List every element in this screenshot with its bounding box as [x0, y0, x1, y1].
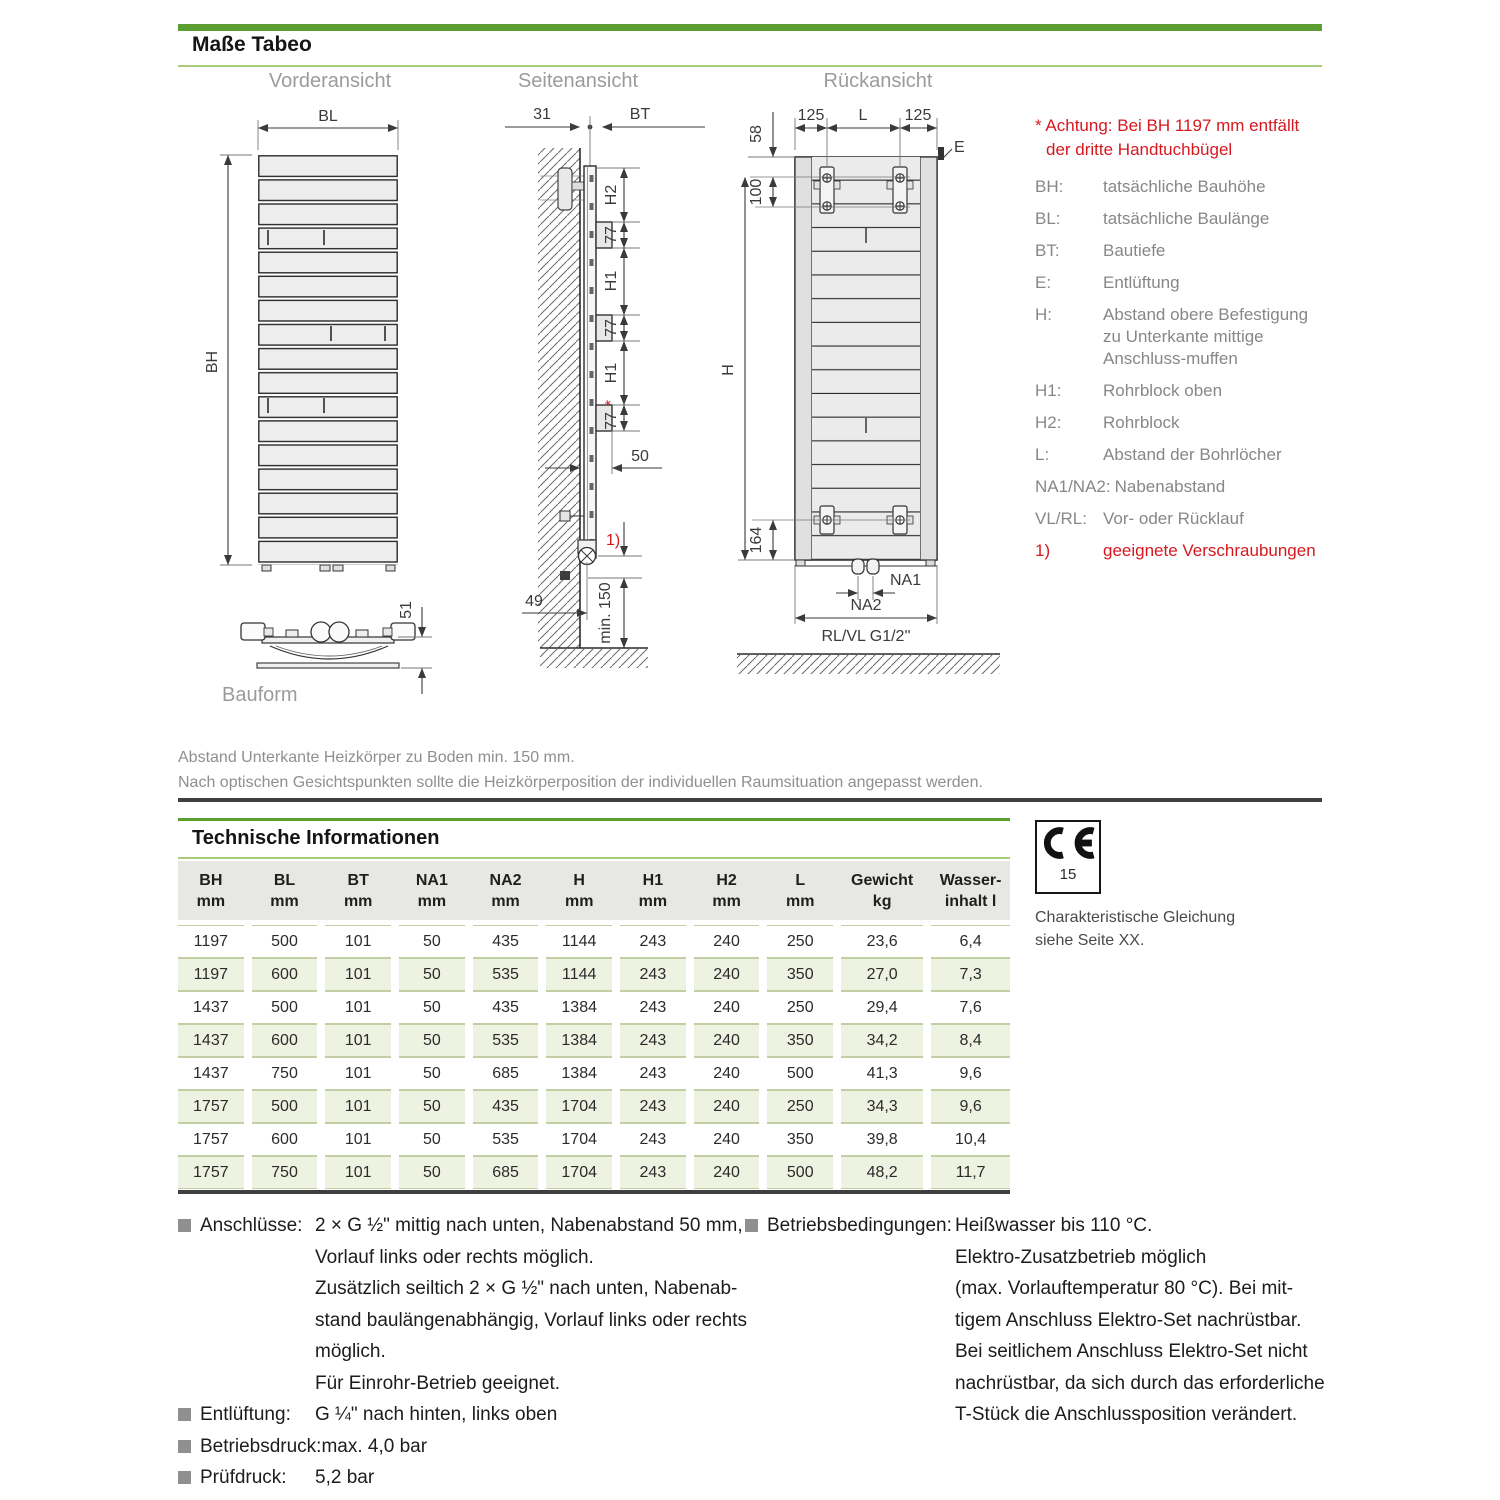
legend-desc: Entlüftung: [1103, 273, 1180, 292]
bullet-icon: [178, 1219, 191, 1232]
spec-line: 5,2 bar: [315, 1467, 375, 1488]
top-green-bar: [178, 24, 1322, 31]
legend-item: [1035, 176, 1322, 198]
table-cell: 50: [399, 991, 465, 1024]
dim-label-125r: 125: [904, 107, 932, 124]
dim-label-h1a: H1: [603, 270, 620, 292]
column-name: BT: [347, 872, 369, 889]
column-name: H2: [716, 872, 737, 889]
table-cell: 600: [252, 958, 318, 991]
legend-term: BT:: [1035, 241, 1060, 260]
legend-term: H2:: [1035, 413, 1062, 432]
table-cell: 1757: [178, 1090, 244, 1123]
table-cell: 8,4: [931, 1024, 1010, 1057]
legend-item: [1035, 208, 1322, 230]
tech-table: [178, 861, 1010, 1189]
column-header: [841, 870, 923, 912]
legend-desc: geeignete Verschraubungen: [1103, 541, 1316, 560]
table-cell: 27,0: [841, 958, 923, 991]
column-name: Gewicht: [851, 872, 914, 889]
spec-line: 2 × G ½" mittig nach unten, Nabenabstand 50 mm,: [315, 1215, 743, 1236]
column-header: [546, 870, 612, 912]
legend-term: H:: [1035, 305, 1052, 324]
dim-label-77a: 77: [603, 226, 620, 244]
table-row: [178, 925, 1010, 958]
table-cell: 240: [694, 1090, 760, 1123]
column-unit: mm: [270, 893, 299, 910]
legend-desc: Nabenabstand: [1114, 477, 1226, 496]
table-cell: 685: [473, 1057, 539, 1090]
legend-term: NA1/NA2:: [1035, 477, 1111, 496]
legend-desc: tatsächliche Baulänge: [1103, 209, 1270, 228]
table-cell: 50: [399, 958, 465, 991]
table-row: [178, 991, 1010, 1024]
table-cell: 10,4: [931, 1123, 1010, 1156]
legend-term: BH:: [1035, 177, 1064, 196]
table-cell: 535: [473, 1024, 539, 1057]
table-cell: 243: [620, 1024, 686, 1057]
table-cell: 1757: [178, 1123, 244, 1156]
column-header: [694, 870, 760, 912]
side-view-label: Seitenansicht: [517, 70, 639, 92]
table-cell: 1144: [546, 925, 612, 958]
dim-label-min150: min. 150: [597, 582, 614, 644]
table-cell: 1757: [178, 1156, 244, 1189]
table-cell: 243: [620, 1057, 686, 1090]
table-cell: 1704: [546, 1123, 612, 1156]
table-cell: 685: [473, 1156, 539, 1189]
table-cell: 435: [473, 1090, 539, 1123]
spec-value: [955, 1210, 1345, 1431]
table-cell: 7,3: [931, 958, 1010, 991]
dim-label-100: 100: [748, 178, 765, 206]
spec-line: (max. Vorlauftemperatur 80 °C). Bei mit-: [955, 1278, 1294, 1299]
table-cell: 1197: [178, 925, 244, 958]
table-cell: 240: [694, 1024, 760, 1057]
spec-line: Zusätzlich seiltich 2 × G ½" nach unten, Nabenab-: [315, 1278, 738, 1299]
table-row: [178, 1024, 1010, 1057]
spec-line: T-Stück die Anschlussposition verändert.: [955, 1404, 1298, 1425]
column-unit: mm: [491, 893, 520, 910]
table-accent-rule: [178, 818, 1010, 821]
table-cell: 48,2: [841, 1156, 923, 1189]
table-header-row: [178, 861, 1010, 920]
dim-label-bl: BL: [318, 108, 338, 125]
table-cell: 750: [252, 1156, 318, 1189]
page-title: Maße Tabeo: [192, 33, 312, 56]
column-name: BH: [199, 872, 223, 889]
legend-term: 1): [1035, 541, 1051, 560]
dim-label-49: 49: [525, 593, 543, 610]
legend-desc: tatsächliche Bauhöhe: [1103, 177, 1266, 196]
warning-line-2: der dritte Handtuchbügel: [1046, 140, 1233, 159]
table-cell: 243: [620, 925, 686, 958]
spec-value: [315, 1399, 743, 1431]
spec-row: [178, 1399, 743, 1431]
table-cell: 50: [399, 1057, 465, 1090]
spec-label: Betriebsdruck:: [200, 1435, 322, 1457]
section-divider: [178, 798, 1322, 802]
front-view-label: Vorderansicht: [268, 70, 392, 92]
rear-view-drawing: [720, 107, 1000, 674]
legend-term: L:: [1035, 445, 1050, 464]
legend-item: [1035, 508, 1322, 530]
table-cell: 1704: [546, 1156, 612, 1189]
table-cell: 1704: [546, 1090, 612, 1123]
column-header: [620, 870, 686, 912]
bullet-icon: [178, 1440, 191, 1453]
table-cell: 11,7: [931, 1156, 1010, 1189]
table-cell: 243: [620, 1090, 686, 1123]
dim-label-h1b: H1: [603, 362, 620, 384]
legend-item: [1035, 444, 1322, 466]
table-cell: 101: [325, 1156, 391, 1189]
table-row: [178, 1123, 1010, 1156]
dim-label-bt: BT: [629, 106, 651, 123]
table-cell: 243: [620, 958, 686, 991]
column-name: NA2: [489, 872, 522, 889]
column-header: [325, 870, 391, 912]
ce-caption-line-1: Charakteristische Gleichung: [1035, 909, 1236, 926]
table-cell: 535: [473, 958, 539, 991]
ce-number: 15: [1059, 866, 1077, 883]
table-cell: 500: [767, 1156, 833, 1189]
footnote-line-2: Nach optischen Gesichtspunkten sollte die Heizkörperposition der individuellen Raumsituation angepasst werden.: [178, 774, 983, 791]
table-cell: 1384: [546, 991, 612, 1024]
legend-item: [1035, 304, 1322, 370]
table-cell: 34,3: [841, 1090, 923, 1123]
legend-desc: Rohrblock: [1103, 413, 1180, 432]
table-cell: 243: [620, 1156, 686, 1189]
technical-drawing: [178, 95, 1010, 695]
spec-line: Für Einrohr-Betrieb geeignet.: [315, 1372, 561, 1394]
table-cell: 435: [473, 925, 539, 958]
table-cell: 1437: [178, 1024, 244, 1057]
legend-item: [1035, 412, 1322, 434]
column-name: BL: [273, 872, 296, 889]
table-cell: 50: [399, 1090, 465, 1123]
table-cell: 23,6: [841, 925, 923, 958]
table-title: Technische Informationen: [192, 827, 440, 849]
column-header: [252, 870, 318, 912]
legend-item: [1035, 240, 1322, 262]
ce-caption-line-2: siehe Seite XX.: [1035, 932, 1145, 949]
dim-label-e: E: [954, 139, 965, 156]
table-cell: 34,2: [841, 1024, 923, 1057]
table-cell: 500: [252, 991, 318, 1024]
table-cell: 101: [325, 1090, 391, 1123]
spec-row: [178, 1210, 748, 1399]
legend-desc: Rohrblock oben: [1103, 381, 1223, 400]
legend-item: [1035, 476, 1322, 498]
ce-mark: [1035, 820, 1101, 894]
column-unit: mm: [564, 893, 594, 910]
column-name: H1: [642, 872, 664, 889]
spec-label: Entlüftung:: [200, 1404, 291, 1425]
dim-label-77c-asterisk: *: [603, 399, 620, 407]
dim-label-h2: H2: [603, 184, 620, 206]
table-body: [178, 925, 1010, 1189]
column-unit: mm: [712, 893, 741, 910]
spec-value: [321, 1431, 743, 1463]
spec-line: max. 4,0 bar: [321, 1435, 428, 1457]
column-unit: inhalt l: [944, 893, 997, 910]
column-header: [399, 870, 465, 912]
table-cell: 240: [694, 1057, 760, 1090]
legend-desc: Vor- oder Rücklauf: [1103, 509, 1244, 528]
spec-line: stand baulängenabhängig, Vorlauf links oder rechts: [315, 1309, 748, 1331]
table-cell: 250: [767, 1090, 833, 1123]
footnote: [178, 745, 983, 795]
table-cell: 1144: [546, 958, 612, 991]
table-cell: 240: [694, 1123, 760, 1156]
table-cell: 1197: [178, 958, 244, 991]
rear-view-label: Rückansicht: [823, 70, 933, 92]
table-row: [178, 1156, 1010, 1189]
table-cell: 250: [767, 991, 833, 1024]
column-unit: mm: [196, 893, 226, 910]
warning-note: [1035, 114, 1299, 162]
dim-label-rlvl: RL/VL G1/2'': [821, 628, 911, 645]
table-cell: 240: [694, 1156, 760, 1189]
dim-label-125l: 125: [797, 107, 825, 124]
table-cell: 350: [767, 1123, 833, 1156]
table-cell: 250: [767, 925, 833, 958]
ce-caption: [1035, 906, 1235, 952]
table-cell: 101: [325, 1057, 391, 1090]
table-cell: 240: [694, 991, 760, 1024]
legend-term: BL:: [1035, 209, 1061, 228]
table-cell: 6,4: [931, 925, 1010, 958]
bullet-icon: [178, 1471, 191, 1484]
column-header: [767, 870, 833, 912]
column-name: NA1: [415, 872, 448, 889]
legend-desc: Abstand der Bohrlöcher: [1103, 445, 1282, 464]
title-divider: [178, 65, 1322, 67]
table-cell: 350: [767, 1024, 833, 1057]
dim-label-bh: BH: [204, 350, 221, 374]
footnote-line-1: Abstand Unterkante Heizkörper zu Boden min. 150 mm.: [178, 749, 575, 766]
table-cell: 9,6: [931, 1057, 1010, 1090]
table-cell: 101: [325, 991, 391, 1024]
table-cell: 41,3: [841, 1057, 923, 1090]
column-header: [178, 870, 244, 912]
spec-line: Heißwasser bis 110 °C.: [955, 1215, 1153, 1236]
dim-label-164: 164: [748, 526, 765, 554]
legend-desc: Abstand obere Befestigung zu Unterkante mittige Anschluss-muffen: [1103, 305, 1309, 368]
table-cell: 350: [767, 958, 833, 991]
ce-logo-icon: [1039, 822, 1097, 864]
column-unit: mm: [343, 893, 373, 910]
table-cell: 600: [252, 1024, 318, 1057]
bauform-drawing: [241, 601, 432, 694]
spec-value: [315, 1210, 747, 1399]
dim-label-31: 31: [533, 106, 551, 123]
spec-line: Elektro-Zusatzbetrieb möglich: [955, 1246, 1207, 1268]
spec-value: [315, 1462, 743, 1494]
table-bottom-rule: [178, 1190, 1010, 1194]
dim-label-50: 50: [631, 448, 649, 465]
legend-item: [1035, 380, 1322, 402]
bullet-icon: [178, 1408, 191, 1421]
bauform-label: Bauform: [222, 684, 298, 706]
column-name: L: [795, 872, 806, 889]
table-cell: 1384: [546, 1057, 612, 1090]
legend-desc: Bautiefe: [1103, 241, 1166, 260]
table-cell: 600: [252, 1123, 318, 1156]
warning-line-1: * Achtung: Bei BH 1197 mm entfällt: [1035, 116, 1300, 135]
radiator-front-body: [258, 155, 398, 565]
spec-label: Anschlüsse:: [200, 1215, 303, 1236]
dim-label-58: 58: [748, 125, 765, 143]
table-cell: 50: [399, 1123, 465, 1156]
table-cell: 750: [252, 1057, 318, 1090]
table-cell: 101: [325, 925, 391, 958]
table-cell: 50: [399, 1024, 465, 1057]
spec-label: Prüfdruck:: [200, 1467, 287, 1488]
table-cell: 240: [694, 925, 760, 958]
column-unit: mm: [417, 893, 447, 910]
table-cell: 243: [620, 991, 686, 1024]
table-cell: 29,4: [841, 991, 923, 1024]
table-cell: 50: [399, 925, 465, 958]
column-unit: kg: [872, 893, 892, 910]
table-row: [178, 1057, 1010, 1090]
table-cell: 500: [252, 1090, 318, 1123]
table-cell: 535: [473, 1123, 539, 1156]
bullet-icon: [745, 1219, 758, 1232]
spec-line: Bei seitlichem Anschluss Elektro-Set nicht: [955, 1341, 1308, 1362]
spec-line: tigem Anschluss Elektro-Set nachrüstbar.: [955, 1309, 1302, 1331]
dim-label-77c: 77: [603, 412, 620, 430]
spec-line: nachrüstbar, da sich durch das erforderliche: [955, 1372, 1325, 1394]
table-cell: 50: [399, 1156, 465, 1189]
spec-line: Vorlauf links oder rechts möglich.: [315, 1246, 594, 1268]
legend-item: [1035, 272, 1322, 294]
front-view-drawing: [204, 108, 398, 571]
table-cell: 500: [767, 1057, 833, 1090]
table-cell: 435: [473, 991, 539, 1024]
side-view-drawing: [505, 106, 705, 668]
column-name: H: [573, 872, 585, 889]
spec-line: G ¼" nach hinten, links oben: [315, 1404, 558, 1425]
dim-label-51: 51: [398, 601, 415, 619]
table-cell: 7,6: [931, 991, 1010, 1024]
legend-item: [1035, 540, 1322, 562]
dim-label-77b: 77: [603, 319, 620, 337]
table-cell: 1437: [178, 1057, 244, 1090]
dim-label-h: H: [720, 364, 737, 376]
note-1-label: 1): [606, 532, 621, 549]
table-cell: 101: [325, 1123, 391, 1156]
spec-label: Betriebsbedingungen:: [767, 1215, 952, 1236]
table-cell: 1437: [178, 991, 244, 1024]
table-cell: 243: [620, 1123, 686, 1156]
table-row: [178, 1090, 1010, 1123]
table-cell: 9,6: [931, 1090, 1010, 1123]
specs-right: [745, 1210, 1345, 1431]
column-header: [931, 870, 1010, 912]
table-sub-rule: [178, 857, 1010, 859]
dim-label-na1: NA1: [890, 572, 922, 589]
column-name: Wasser-: [939, 872, 1002, 889]
dim-label-l: L: [858, 107, 868, 124]
legend-list: [1035, 176, 1322, 572]
legend-term: E:: [1035, 273, 1052, 292]
spec-row: [178, 1462, 743, 1494]
table-cell: 500: [252, 925, 318, 958]
legend-term: H1:: [1035, 381, 1062, 400]
table-row: [178, 958, 1010, 991]
dim-label-na2: NA2: [850, 597, 882, 614]
table-cell: 240: [694, 958, 760, 991]
column-unit: mm: [786, 893, 815, 910]
column-unit: mm: [638, 893, 668, 910]
column-header: [473, 870, 539, 912]
table-cell: 101: [325, 1024, 391, 1057]
table-cell: 101: [325, 958, 391, 991]
legend-term: VL/RL:: [1035, 509, 1087, 528]
specs-left: [178, 1210, 748, 1494]
spec-line: möglich.: [315, 1341, 386, 1362]
table-cell: 1384: [546, 1024, 612, 1057]
spec-row: [178, 1431, 743, 1463]
table-cell: 39,8: [841, 1123, 923, 1156]
spec-row: [745, 1210, 1345, 1431]
